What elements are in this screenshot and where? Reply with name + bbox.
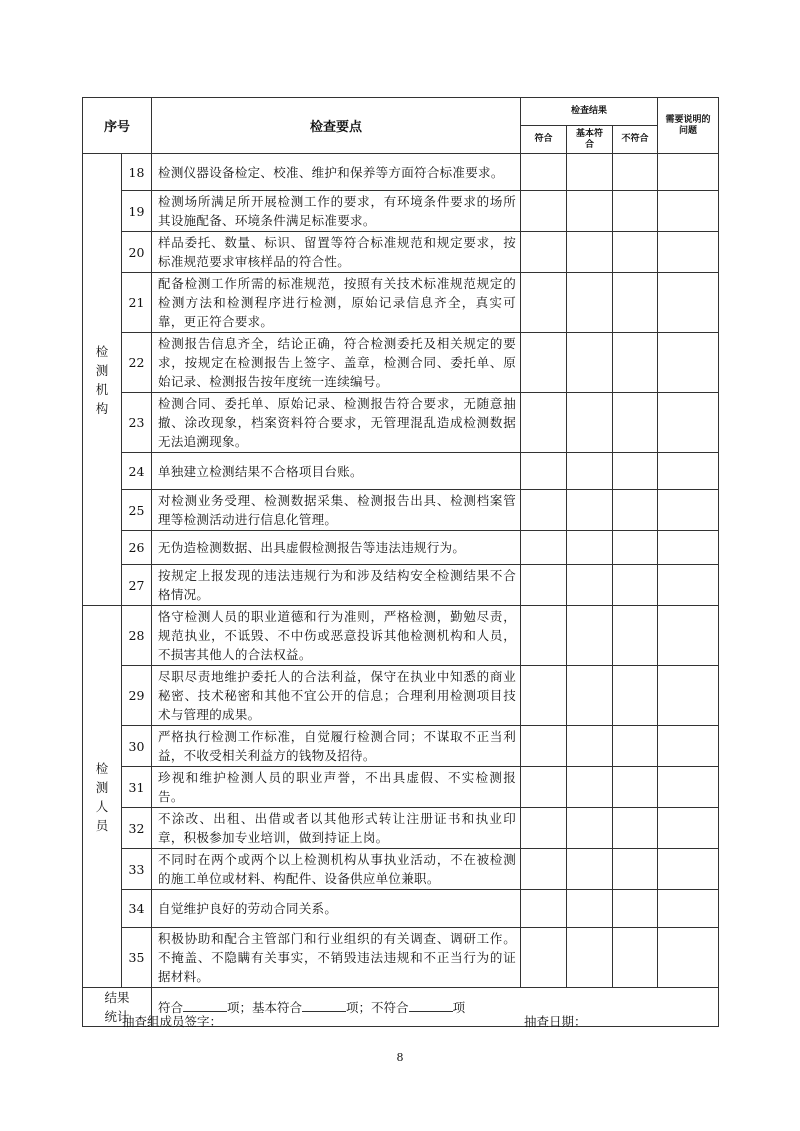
notes-cell[interactable] — [658, 767, 719, 808]
row-number: 26 — [122, 531, 152, 565]
basic-conform-cell[interactable] — [567, 890, 613, 928]
notes-cell[interactable] — [658, 232, 719, 273]
nonconform-cell[interactable] — [613, 666, 658, 726]
nonconform-cell[interactable] — [613, 333, 658, 393]
conform-cell[interactable] — [521, 333, 567, 393]
basic-conform-cell[interactable] — [567, 849, 613, 890]
nonconform-cell[interactable] — [613, 928, 658, 988]
table-row — [83, 531, 719, 565]
requirement-text: 严格执行检测工作标准，自觉履行检测合同；不谋取不正当利益，不收受相关利益方的钱物及招待。 — [152, 726, 521, 767]
notes-cell[interactable] — [658, 531, 719, 565]
row-number: 32 — [122, 808, 152, 849]
category-char: 检 — [95, 343, 109, 359]
requirement-text: 按规定上报发现的违法违规行为和涉及结构安全检测结果不合格情况。 — [152, 565, 521, 606]
category-char: 构 — [95, 400, 109, 416]
nonconform-cell[interactable] — [613, 453, 658, 490]
stats-basic-label: 项；基本符合 — [227, 1000, 303, 1015]
table-row — [83, 565, 719, 606]
notes-cell[interactable] — [658, 849, 719, 890]
conform-cell[interactable] — [521, 531, 567, 565]
requirement-text: 单独建立检测结果不合格项目台账。 — [152, 453, 521, 490]
row-number: 31 — [122, 767, 152, 808]
notes-cell[interactable] — [658, 273, 719, 333]
requirement-text: 配备检测工作所需的标准规范，按照有关技术标准规范规定的检测方法和检测程序进行检测，原始记录信息齐全，真实可靠，更正符合要求。 — [152, 273, 521, 333]
stats-content — [152, 988, 719, 1027]
row-number: 34 — [122, 890, 152, 928]
requirement-text: 不同时在两个或两个以上检测机构从事执业活动，不在被检测的施工单位或材料、构配件、设备供应单位兼职。 — [152, 849, 521, 890]
notes-cell[interactable] — [658, 333, 719, 393]
nonconform-count-blank[interactable] — [409, 999, 453, 1012]
table-row — [83, 453, 719, 490]
basic-count-blank[interactable] — [302, 999, 346, 1012]
notes-cell[interactable] — [658, 154, 719, 191]
nonconform-cell[interactable] — [613, 490, 658, 531]
category-char: 测 — [95, 779, 109, 795]
conform-count-blank[interactable] — [183, 999, 227, 1012]
row-number: 23 — [122, 393, 152, 453]
row-number: 25 — [122, 490, 152, 531]
table-row — [83, 849, 719, 890]
conform-cell[interactable] — [521, 890, 567, 928]
conform-cell[interactable] — [521, 191, 567, 232]
nonconform-cell[interactable] — [613, 531, 658, 565]
conform-cell[interactable] — [521, 928, 567, 988]
basic-conform-cell[interactable] — [567, 808, 613, 849]
basic-conform-cell[interactable] — [567, 490, 613, 531]
row-number: 22 — [122, 333, 152, 393]
basic-conform-cell[interactable] — [567, 606, 613, 666]
requirement-text: 自觉维护良好的劳动合同关系。 — [152, 890, 521, 928]
conform-cell[interactable] — [521, 726, 567, 767]
requirement-text: 珍视和维护检测人员的职业声誉，不出具虚假、不实检测报告。 — [152, 767, 521, 808]
row-number: 29 — [122, 666, 152, 726]
table-row — [83, 767, 719, 808]
basic-conform-cell[interactable] — [567, 565, 613, 606]
nonconform-cell[interactable] — [613, 191, 658, 232]
nonconform-cell[interactable] — [613, 565, 658, 606]
nonconform-cell[interactable] — [613, 393, 658, 453]
requirement-text: 检测仪器设备检定、校准、维护和保养等方面符合标准要求。 — [152, 154, 521, 191]
category-char: 测 — [95, 362, 109, 378]
conform-cell[interactable] — [521, 565, 567, 606]
header-seq: 序号 — [83, 98, 152, 154]
requirement-text: 无伪造检测数据、出具虚假检测报告等违法违规行为。 — [152, 531, 521, 565]
table-row — [83, 808, 719, 849]
row-number: 30 — [122, 726, 152, 767]
basic-conform-cell[interactable] — [567, 154, 613, 191]
requirement-text: 对检测业务受理、检测数据采集、检测报告出具、检测档案管理等检测活动进行信息化管理。 — [152, 490, 521, 531]
nonconform-cell[interactable] — [613, 606, 658, 666]
notes-cell[interactable] — [658, 726, 719, 767]
nonconform-cell[interactable] — [613, 232, 658, 273]
nonconform-cell[interactable] — [613, 890, 658, 928]
conform-cell[interactable] — [521, 666, 567, 726]
row-number: 18 — [122, 154, 152, 191]
stats-label-line: 统计 — [104, 1009, 130, 1024]
conform-cell[interactable] — [521, 154, 567, 191]
row-number: 33 — [122, 849, 152, 890]
table-row — [83, 490, 719, 531]
table-row — [83, 726, 719, 767]
conform-cell[interactable] — [521, 490, 567, 531]
table-row — [83, 606, 719, 666]
signature-label: 抽查组成员签字： — [122, 1014, 223, 1029]
table-row — [83, 232, 719, 273]
table-row — [83, 393, 719, 453]
notes-cell[interactable] — [658, 565, 719, 606]
category-char: 机 — [95, 381, 109, 397]
header-nonconform: 不符合 — [613, 126, 658, 154]
stats-nonconform-label: 项；不符合 — [346, 1000, 409, 1015]
conform-cell[interactable] — [521, 232, 567, 273]
basic-conform-cell[interactable] — [567, 273, 613, 333]
requirement-text: 不涂改、出租、出借或者以其他形式转让注册证书和执业印章，积极参加专业培训，做到持证上岗。 — [152, 808, 521, 849]
table-row — [83, 890, 719, 928]
row-number: 28 — [122, 606, 152, 666]
basic-conform-cell[interactable] — [567, 531, 613, 565]
requirement-text: 检测合同、委托单、原始记录、检测报告符合要求，无随意抽撤、涂改现象，档案资料符合要求，无管理混乱造成检测数据无法追溯现象。 — [152, 393, 521, 453]
inspection-table — [82, 97, 719, 1027]
header-conform: 符合 — [521, 126, 567, 154]
conform-cell[interactable] — [521, 393, 567, 453]
notes-cell[interactable] — [658, 606, 719, 666]
category-personnel — [83, 606, 122, 988]
row-number: 20 — [122, 232, 152, 273]
row-number: 27 — [122, 565, 152, 606]
conform-cell[interactable] — [521, 849, 567, 890]
category-char: 人 — [95, 798, 109, 814]
requirement-text: 积极协助和配合主管部门和行业组织的有关调查、调研工作。不掩盖、不隐瞒有关事实，不销毁违法违规和不正当行为的证据材料。 — [152, 928, 521, 988]
basic-conform-cell[interactable] — [567, 928, 613, 988]
header-points: 检查要点 — [152, 98, 521, 154]
requirement-text: 恪守检测人员的职业道德和行为准则，严格检测，勤勉尽责，规范执业，不诋毁、不中伤或恶意投诉其他检测机构和人员，不损害其他人的合法权益。 — [152, 606, 521, 666]
conform-cell[interactable] — [521, 808, 567, 849]
category-char: 员 — [95, 817, 109, 833]
basic-conform-cell[interactable] — [567, 453, 613, 490]
requirement-text: 检测场所满足所开展检测工作的要求，有环境条件要求的场所其设施配备、环境条件满足标准要求。 — [152, 191, 521, 232]
row-number: 24 — [122, 453, 152, 490]
row-number: 35 — [122, 928, 152, 988]
notes-cell[interactable] — [658, 928, 719, 988]
stats-end-label: 项 — [452, 1000, 466, 1015]
table-row — [83, 928, 719, 988]
basic-conform-cell[interactable] — [567, 232, 613, 273]
notes-cell[interactable] — [658, 393, 719, 453]
notes-cell[interactable] — [658, 890, 719, 928]
table-row — [83, 273, 719, 333]
nonconform-cell[interactable] — [613, 808, 658, 849]
basic-conform-cell[interactable] — [567, 726, 613, 767]
nonconform-cell[interactable] — [613, 273, 658, 333]
requirement-text: 检测报告信息齐全，结论正确，符合检测委托及相关规定的要求，按规定在检测报告上签字、盖章，检测合同、委托单、原始记录、检测报告按年度统一连续编号。 — [152, 333, 521, 393]
basic-conform-cell[interactable] — [567, 191, 613, 232]
nonconform-cell[interactable] — [613, 154, 658, 191]
nonconform-cell[interactable] — [613, 849, 658, 890]
header-result: 检查结果 — [521, 98, 658, 126]
basic-conform-cell[interactable] — [567, 666, 613, 726]
conform-cell[interactable] — [521, 453, 567, 490]
table-row — [83, 154, 719, 191]
row-number: 21 — [122, 273, 152, 333]
header-notes: 需要说明的问题 — [658, 98, 719, 154]
table-row — [83, 666, 719, 726]
basic-conform-cell[interactable] — [567, 333, 613, 393]
page-number: 8 — [396, 1051, 404, 1064]
notes-cell[interactable] — [658, 666, 719, 726]
category-institution — [83, 154, 122, 606]
stats-label-line: 结果 — [104, 990, 130, 1005]
notes-cell[interactable] — [658, 490, 719, 531]
notes-cell[interactable] — [658, 808, 719, 849]
table-row — [83, 333, 719, 393]
date-label: 抽查日期： — [524, 1014, 587, 1029]
stats-conform-label: 符合 — [158, 1000, 184, 1015]
category-char: 检 — [95, 760, 109, 776]
basic-conform-cell[interactable] — [567, 767, 613, 808]
basic-conform-cell[interactable] — [567, 393, 613, 453]
requirement-text: 样品委托、数量、标识、留置等符合标准规范和规定要求，按标准规范要求审核样品的符合性。 — [152, 232, 521, 273]
notes-cell[interactable] — [658, 453, 719, 490]
notes-cell[interactable] — [658, 191, 719, 232]
table-row — [83, 191, 719, 232]
nonconform-cell[interactable] — [613, 726, 658, 767]
conform-cell[interactable] — [521, 767, 567, 808]
conform-cell[interactable] — [521, 606, 567, 666]
nonconform-cell[interactable] — [613, 767, 658, 808]
header-basic: 基本符合 — [567, 126, 613, 154]
requirement-text: 尽职尽责地维护委托人的合法利益，保守在执业中知悉的商业秘密、技术秘密和其他不宜公开的信息；合理利用检测项目技术与管理的成果。 — [152, 666, 521, 726]
row-number: 19 — [122, 191, 152, 232]
conform-cell[interactable] — [521, 273, 567, 333]
